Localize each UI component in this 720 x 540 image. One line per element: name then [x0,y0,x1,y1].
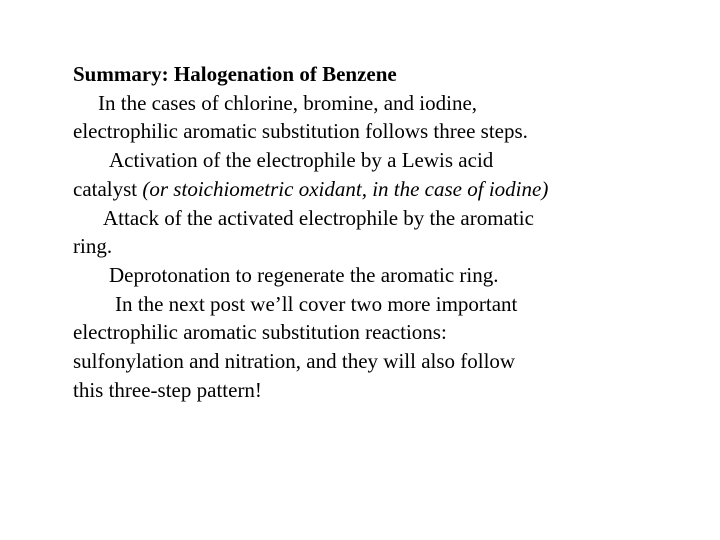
outro-line: In the next post we’ll cover two more important [115,291,518,316]
intro-line: In the cases of chlorine, bromine, and iodine, [98,90,478,115]
outro-line: sulfonylation and nitration, and they will also follow [73,349,516,374]
summary-text-block [73,60,713,404]
step-3-line: Deprotonation to regenerate the aromatic ring. [109,262,499,287]
outro-line: electrophilic aromatic substitution reactions: [73,320,447,345]
summary-title: Summary: Halogenation of Benzene [73,62,397,86]
step-2-line: Attack of the activated electrophile by the aromatic [103,205,534,230]
step-1-line [73,175,713,204]
step-1-italic-note: (or stoichiometric oxidant, in the case of iodine) [142,176,549,201]
step-1-text: catalyst [73,176,143,201]
intro-line: electrophilic aromatic substitution follows three steps. [73,119,528,144]
outro-line: this three-step pattern! [73,377,262,402]
step-2-line: ring. [73,234,113,259]
step-1-line: Activation of the electrophile by a Lewis acid [109,148,494,173]
